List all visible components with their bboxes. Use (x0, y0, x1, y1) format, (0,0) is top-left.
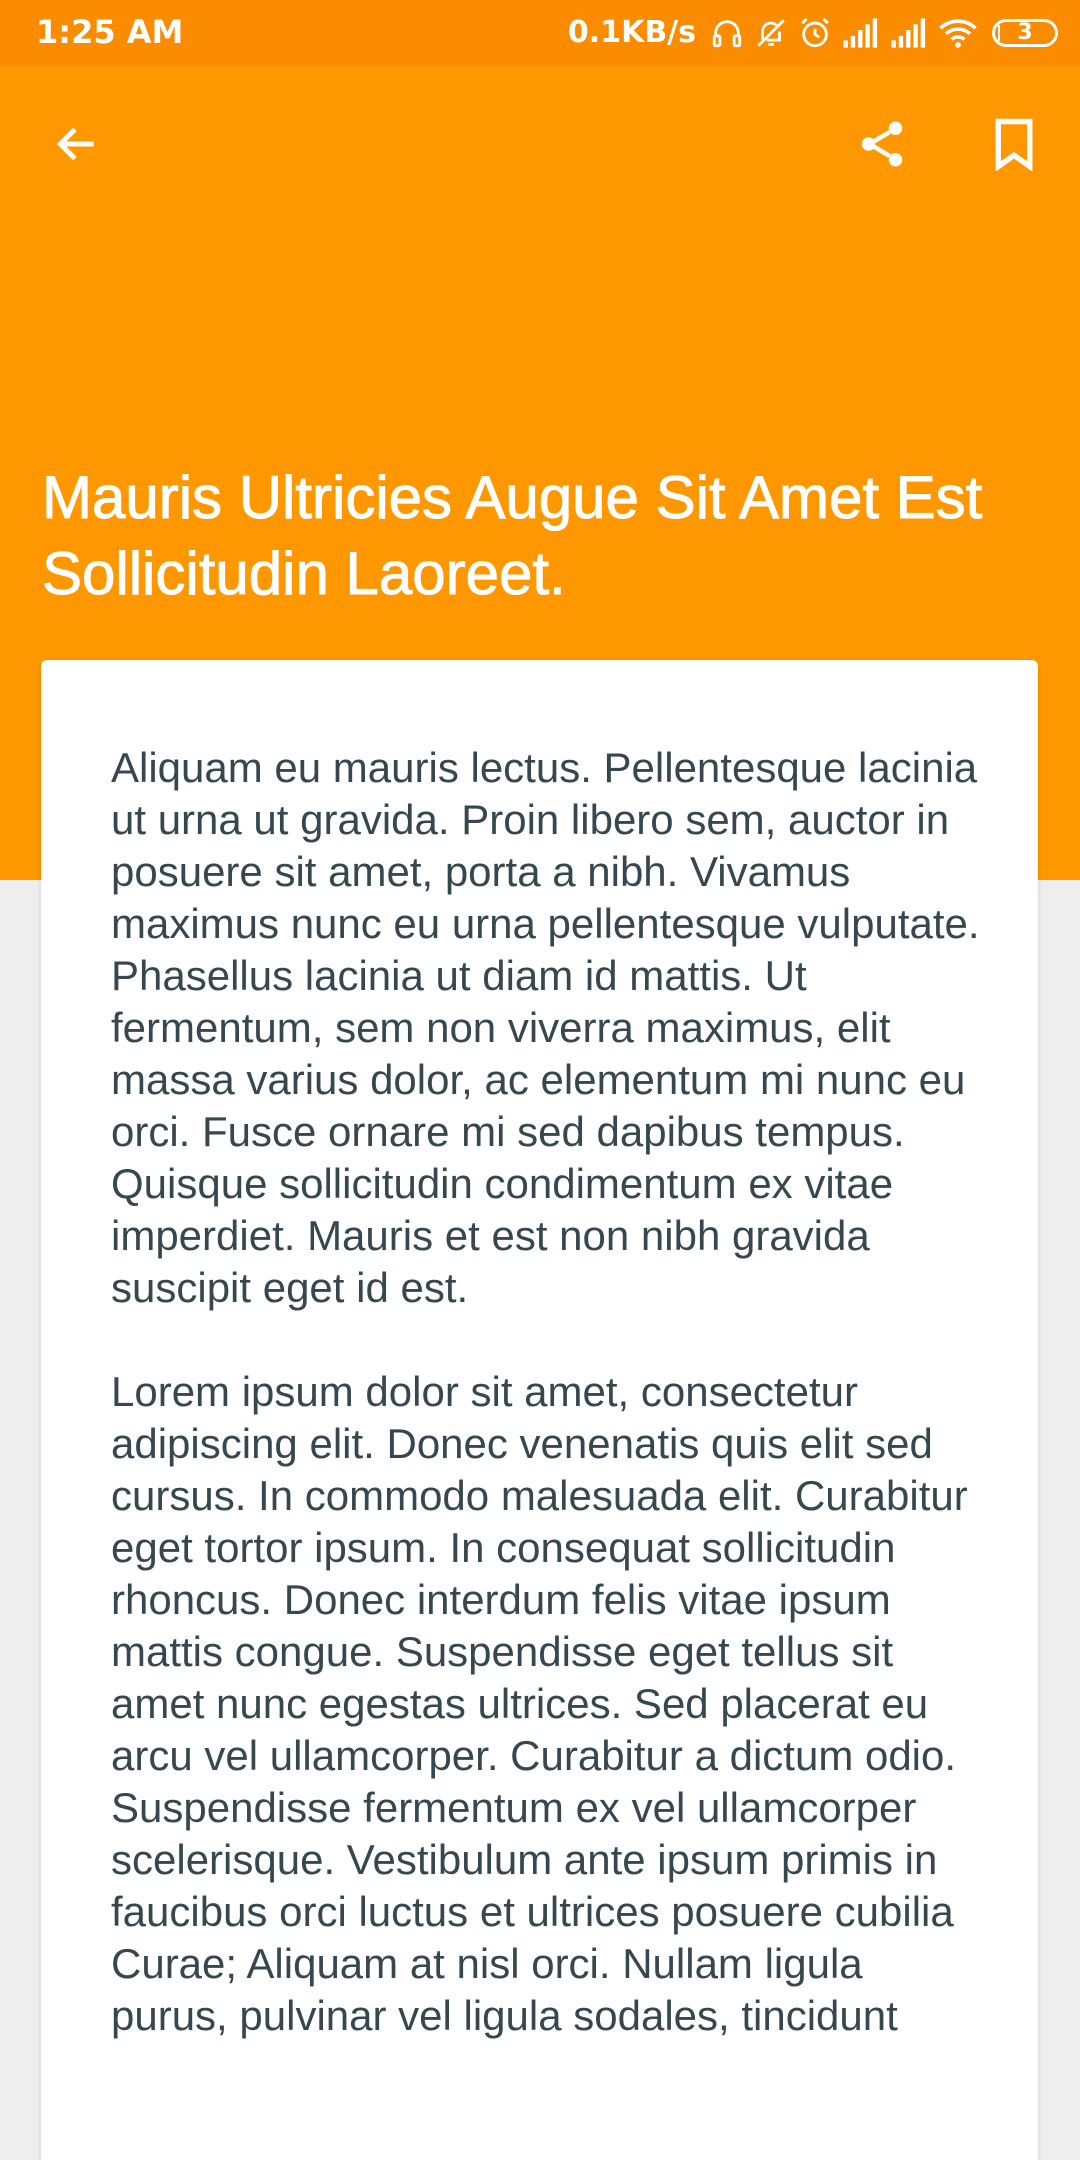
signal-icon (842, 18, 880, 48)
battery-icon (992, 19, 1058, 47)
bookmark-button[interactable] (966, 96, 1062, 192)
article-card (41, 660, 1038, 2160)
battery-level: 3 (1017, 20, 1033, 45)
article-paragraph: Lorem ipsum dolor sit amet, consectetur adipiscing elit. Donec venenatis quis elit sed cursus. In commodo malesuada elit. Curabitur eget tortor ipsum. In consequat sollicitudin rhoncus. Donec interdum felis vitae ipsum mattis congue. Suspendisse eget tellus sit amet nunc egestas ultrices. Sed placerat eu arcu vel ullamcorper. Curabitur a dictum odio. Suspendisse fermentum ex vel ullamcorper scelerisque. Vestibulum ante ipsum primis in faucibus orci luctus et ultrices posuere cubilia Curae; Aliquam at nisl orci. Nullam ligula purus, pulvinar vel ligula sodales, tincidunt (111, 1368, 968, 2039)
status-icons (568, 12, 1058, 54)
wifi-icon (938, 17, 978, 49)
network-speed: 0.1KB/s (567, 15, 696, 50)
share-icon (855, 117, 909, 171)
article-body (111, 742, 991, 2094)
alarm-icon (798, 16, 832, 50)
bookmark-icon (991, 117, 1037, 171)
back-button[interactable] (29, 96, 125, 192)
status-bar (0, 0, 1080, 66)
arrow-back-icon (52, 119, 102, 169)
notifications-off-icon (754, 16, 788, 50)
status-time: 1:25 AM (36, 13, 184, 51)
signal-icon (890, 18, 928, 48)
headphones-icon (710, 16, 744, 50)
article-title: Mauris Ultricies Augue Sit Amet Est Sollicitudin Laoreet. (42, 464, 983, 607)
share-button[interactable] (834, 96, 930, 192)
article-paragraph: Aliquam eu mauris lectus. Pellentesque lacinia ut urna ut gravida. Proin libero sem, auctor in posuere sit amet, porta a nibh. Vivamus maximus nunc eu urna pellentesque vulputate. Phasellus lacinia ut diam id mattis. Ut fermentum, sem non viverra maximus, elit massa varius dolor, ac elementum mi nunc eu orci. Fusce ornare mi sed dapibus tempus. Quisque sollicitudin condimentum ex vitae imperdiet. Mauris et est non nibh gravida suscipit eget id est. (111, 744, 980, 1311)
